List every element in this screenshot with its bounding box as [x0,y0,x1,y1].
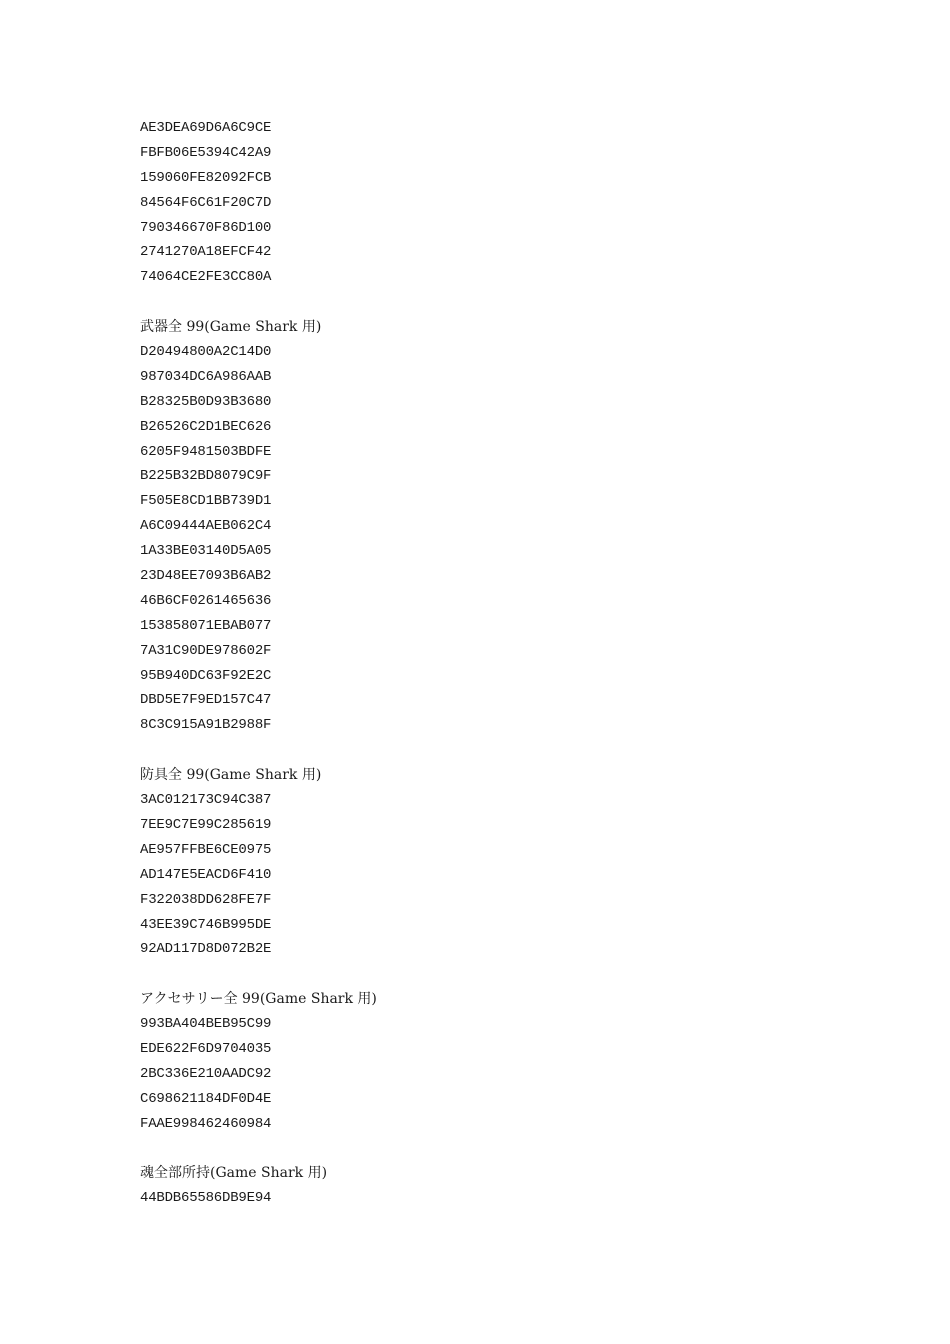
code-line: 2741270A18EFCF42 [140,244,272,261]
code-line: B26526C2D1BEC626 [140,418,272,435]
code-line: 987034DC6A986AAB [140,368,272,385]
code-line: A6C09444AEB062C4 [140,518,272,535]
code-line: 153858071EBAB077 [140,617,272,634]
blank-line [140,1137,840,1162]
code-line: 3AC012173C94C387 [140,792,272,809]
section-title: アクセサリー全 99(Game Shark 用) [140,991,377,1008]
code-line: AE957FFBE6CE0975 [140,841,272,858]
code-line: FBFB06E5394C42A9 [140,144,272,161]
code-line: 46B6CF0261465636 [140,592,272,609]
code-line: 92AD117D8D072B2E [140,941,272,958]
code-line: AE3DEA69D6A6C9CE [140,120,272,136]
code-line: 44BDB65586DB9E94 [140,1190,272,1207]
code-line: FAAE998462460984 [140,1115,272,1132]
code-line: DBD5E7F9ED157C47 [140,692,272,709]
intro-code-list [140,116,840,290]
code-line: 23D48EE7093B6AB2 [140,568,272,585]
section-weapons [140,315,840,738]
section-souls [140,1161,840,1211]
code-line: 84564F6C61F20C7D [140,194,272,211]
section-title: 武器全 99(Game Shark 用) [140,319,322,336]
code-line: 8C3C915A91B2988F [140,717,272,734]
code-line: 95B940DC63F92E2C [140,667,272,684]
code-line: D20494800A2C14D0 [140,344,272,361]
code-line: B28325B0D93B3680 [140,393,272,410]
code-line: B225B32BD8079C9F [140,468,272,485]
code-line: 993BA404BEB95C99 [140,1016,272,1033]
code-line: F322038DD628FE7F [140,891,272,908]
code-line: 2BC336E210AADC92 [140,1065,272,1082]
code-line: 7EE9C7E99C285619 [140,816,272,833]
code-line: 6205F9481503BDFE [140,443,272,460]
blank-line [140,738,840,763]
code-line: EDE622F6D9704035 [140,1040,272,1057]
blank-line [140,290,840,315]
code-line: 43EE39C746B995DE [140,916,272,933]
code-line: 790346670F86D100 [140,219,272,236]
blank-line [140,962,840,987]
code-line: 74064CE2FE3CC80A [140,269,272,286]
section-armor [140,763,840,962]
code-line: 7A31C90DE978602F [140,642,272,659]
code-line: 159060FE82092FCB [140,169,272,186]
section-title: 魂全部所持(Game Shark 用) [140,1165,328,1182]
code-line: AD147E5EACD6F410 [140,866,272,883]
section-title: 防具全 99(Game Shark 用) [140,767,322,784]
code-line: F505E8CD1BB739D1 [140,493,272,510]
code-line: 1A33BE03140D5A05 [140,543,272,560]
section-accessories [140,987,840,1136]
code-line: C698621184DF0D4E [140,1090,272,1107]
document-page [140,116,840,1211]
